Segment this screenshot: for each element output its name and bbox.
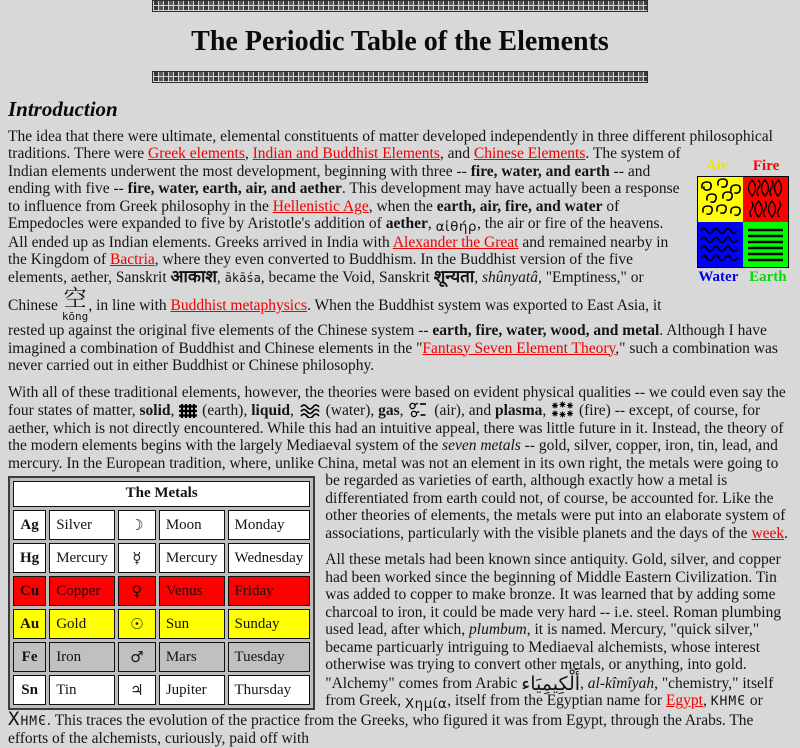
text-run: , [216, 268, 225, 286]
character: 空 [63, 286, 87, 311]
earth-label: Earth [749, 269, 787, 285]
link-buddhist-metaphysics[interactable]: Buddhist metaphysics [170, 297, 308, 314]
text-run: , where they even converted to Buddhism. In the Buddhist version of the five elements, aether, Sanskrit [8, 251, 634, 286]
planet-name-cell: Jupiter [159, 675, 225, 705]
water-waves-icon [698, 222, 743, 267]
text-run: , [427, 215, 436, 232]
text-run: , "Emptiness," or Chinese [8, 268, 644, 314]
text-run: fire, water, and earth [470, 162, 610, 180]
chinese-kong [62, 287, 89, 322]
text-run: , [542, 402, 551, 419]
text-run: , in line with [88, 297, 171, 314]
metal-name-cell: Mercury [49, 543, 115, 573]
text-run: and remained nearby in the Kingdom of [8, 233, 669, 268]
air-quadrant [698, 177, 743, 222]
coptic-chi: Χ [8, 707, 21, 730]
text-run: , [244, 145, 253, 162]
text-run: , became the Void, Sanskrit [260, 268, 434, 286]
text-run: , when the [368, 197, 437, 215]
text-run: . [784, 524, 789, 542]
planet-symbol-cell: ♀ [118, 576, 156, 606]
weekday-cell: Monday [228, 510, 311, 540]
text-run: (earth), [198, 402, 252, 419]
link-alexander-the-great[interactable]: Alexander the Great [392, 233, 519, 251]
text-run: to be regarded as varieties of earth, although exactly how a metal is differentiated from earth could not, of course, be accounted for. Like the other theories of elements, the metals were put into an elaborate system of associations, particularly with the visible planets and the days of the [325, 454, 786, 542]
planet-symbol-cell: ☿ [118, 543, 156, 573]
four-elements-grid [697, 176, 789, 268]
planet-name-cell: Moon [159, 510, 225, 540]
element-symbol-cell: Ag [13, 510, 46, 540]
metals-table [8, 476, 315, 710]
text-run: , [399, 402, 408, 419]
link-bactria[interactable]: Bactria [110, 251, 155, 268]
water-label: Water [698, 269, 739, 285]
text-run: All these metals had been known since antiquity. Gold, silver, and copper had been worked since the beginning of Middle Eastern Civilization. Tin was added to copper to make bronze. It was learned that by adding some charcoal to iron, it could be made very hard -- i.e. steel. Roman plumbing used lead, after which, [325, 551, 782, 638]
plasma-fire-glyph [551, 401, 574, 418]
liquid-water-glyph [299, 403, 321, 418]
planet-name-cell: Mars [159, 642, 225, 672]
solid-earth-glyph [179, 404, 197, 418]
text-run: , [170, 402, 179, 419]
text-run: . The system of Indian elements underwent the most development, beginning with three -- [8, 145, 681, 180]
text-run: -- gold, silver, copper, iron, tin, lead, and mercury. In the European tradition, where, unlike China, metal was not an element in its own right, the metals were going [8, 437, 778, 472]
planet-name-cell: Mercury [159, 543, 225, 573]
reading-annotation: kōng [61, 310, 89, 323]
text-run: , "chemistry," itself from Greek, [325, 674, 774, 709]
text-run: or [746, 692, 763, 709]
text-run: . When the Buddhist system was exported to East Asia, it rested up against the original five elements of the Chinese system -- [8, 297, 662, 339]
decorative-border-top [152, 0, 648, 12]
greek-aether: αἰθήρ [435, 219, 477, 235]
main-content [0, 97, 800, 748]
sanskrit-akasha: आकाश [170, 266, 217, 287]
metal-name-cell: Iron [49, 642, 115, 672]
link-chinese-elements[interactable]: Chinese Elements [473, 145, 586, 162]
metals-row-au [13, 609, 310, 639]
weekday-cell: Wednesday [228, 543, 311, 573]
earth-quadrant [743, 222, 788, 267]
text-run: plasma [494, 402, 543, 419]
link-egypt[interactable]: Egypt [665, 692, 703, 709]
link-greek-elements[interactable]: Greek elements [148, 145, 245, 162]
text-run: (air), and [430, 402, 495, 419]
text-run: , [474, 268, 482, 286]
text-run: , [290, 402, 298, 419]
introduction-heading: Introduction [8, 97, 118, 121]
text-run: gas [378, 402, 400, 419]
greek-chemia: Χημία [404, 696, 448, 712]
text-run: aether [385, 215, 428, 232]
four-elements-bottom-labels [693, 269, 792, 286]
fire-label: Fire [752, 158, 780, 174]
air-swirls-icon [698, 177, 743, 222]
metals-row-fe [13, 642, 310, 672]
coptic-heme: ΗΜЄ [20, 713, 47, 729]
element-symbol-cell: Hg [13, 543, 46, 573]
text-run: , [702, 692, 711, 709]
link-week[interactable]: week [751, 524, 785, 542]
planet-symbol-cell: ♃ [118, 675, 156, 705]
metals-row-hg [13, 543, 310, 573]
text-run: shûnyatâ [482, 268, 538, 286]
text-run: With all of these traditional elements, however, the theories were based on evident physical qualities -- we could even say the four states of matter, [8, 383, 786, 419]
text-run: . Although I have imagined a combination of Buddhist and Chinese elements in the " [8, 322, 767, 357]
text-run: fire, water, earth, air, and aether [127, 180, 342, 197]
text-run: of Empedocles were expanded to five by Aristotle's addition of [8, 197, 620, 232]
element-symbol-cell: Sn [13, 675, 46, 705]
paragraph-1-rest [8, 145, 778, 374]
text-run: solid [139, 402, 171, 419]
metals-table-container [8, 476, 315, 710]
four-elements-figure [693, 158, 792, 286]
arabic-al-kimiyah: أَلْكِيمِيَاء [521, 672, 581, 695]
text-run: , [580, 674, 588, 692]
text-run: ," such a combination was never carried out in either Buddhist or Chinese philosophy. [8, 339, 778, 374]
link-fantasy-seven-element-theory[interactable]: Fantasy Seven Element Theory [422, 339, 616, 357]
page-title: The Periodic Table of the Elements [191, 26, 609, 57]
water-quadrant [698, 222, 743, 267]
text-run: al-kîmîyah [587, 674, 655, 692]
text-run: (water), [321, 402, 379, 419]
text-run: , the air or fire of the heavens. All ended up as Indian elements. Greeks arrived in India with [8, 215, 664, 251]
metal-name-cell: Copper [49, 576, 115, 606]
planet-name-cell: Sun [159, 609, 225, 639]
weekday-cell: Friday [228, 576, 311, 606]
fire-quadrant [743, 177, 788, 222]
element-symbol-cell: Cu [13, 576, 46, 606]
metals-table-header-row [13, 481, 310, 507]
text-run: seven metals [442, 437, 521, 454]
planet-symbol-cell: ☉ [118, 609, 156, 639]
text-run: , it is named. Mercury, "quick silver," became particuarly intriguing to Mediaeval alchemists, whose interest otherwise was trying to convert other metals, or anything, into gold. "Alchemy" comes from Arabic [325, 621, 761, 692]
metals-row-sn [13, 675, 310, 705]
sanskrit-shunyata: शून्यता [433, 266, 475, 287]
translit-akasha: ākāśa [224, 270, 261, 285]
weekday-cell: Thursday [228, 675, 311, 705]
element-symbol-cell: Fe [13, 642, 46, 672]
metals-table-title: The Metals [13, 481, 310, 507]
metals-table-body [13, 510, 310, 705]
weekday-cell: Sunday [228, 609, 311, 639]
earth-lines-icon [743, 222, 788, 267]
text-run: plumbum [469, 621, 527, 638]
coptic-kheme: ΚΗΜЄ [710, 694, 747, 709]
decorative-border-under-title [152, 71, 648, 83]
metals-row-ag [13, 510, 310, 540]
link-indian-buddhist-elements[interactable]: Indian and Buddhist Elements [252, 145, 440, 162]
planet-symbol-cell: ♂ [118, 642, 156, 672]
gas-air-glyph [408, 401, 429, 418]
four-elements-top-labels [693, 158, 792, 175]
text-run: earth, air, fire, and water [436, 197, 603, 215]
link-hellenistic-age[interactable]: Hellenistic Age [272, 197, 369, 215]
text-run: , and [439, 145, 474, 162]
intro-paragraph-1 [8, 128, 792, 375]
text-run: The idea that there were ultimate, elemental constituents of matter developed independently in three different philosophical traditions. There were [8, 127, 773, 162]
element-symbol-cell: Au [13, 609, 46, 639]
text-run: (fire) -- except, of course, for aether, which is not directly encountered. While this had an intuitive appeal, there was little future in it. Instead, the theory of the modern elements begins with the largely Mediaeval system of the [8, 402, 784, 454]
fire-flames-icon [743, 177, 788, 222]
planet-name-cell: Venus [159, 576, 225, 606]
metal-name-cell: Silver [49, 510, 115, 540]
text-run: liquid [251, 402, 290, 419]
air-label: Air [705, 158, 728, 174]
metal-name-cell: Gold [49, 609, 115, 639]
text-run: . This development may have actually been a response to influence from Greek philosophy in the [8, 180, 680, 215]
paragraph-2-start [8, 384, 786, 472]
text-run: , itself from the Egyptian name for [447, 692, 666, 709]
metal-name-cell: Tin [49, 675, 115, 705]
weekday-cell: Tuesday [228, 642, 311, 672]
text-run: -- and ending with five -- [8, 162, 651, 197]
text-run: . This traces the evolution of the practice from the Greeks, who figured it was from Egypt, through the Arabs. The efforts of the alchemists, curiously, paid off with [8, 711, 754, 747]
metals-row-cu [13, 576, 310, 606]
planet-symbol-cell: ☽ [118, 510, 156, 540]
text-run: earth, fire, water, wood, and metal [432, 322, 660, 339]
